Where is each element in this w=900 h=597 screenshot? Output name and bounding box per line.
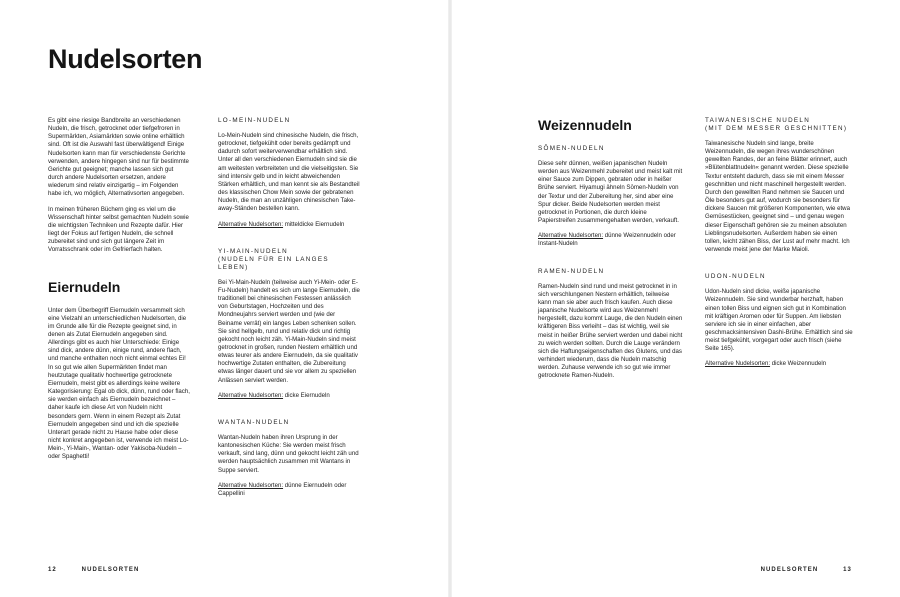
lo-mein-paragraph: Lo-Mein-Nudeln sind chinesische Nudeln, die frisch, getrocknet, tiefgekühlt oder bereits gedämpft und dadurch sofort weiterverwendbar erhältlich sind. Unter all den verschiedenen Eiernudeln sind sie die am weitesten verbreiteten und die vielseitigsten. Sie sind intensiv gelb und in leicht abweichenden Stärken erhältlich, und man kennt sie als Bestandteil des klassischen Chow Mein sowie der gebratenen Nudeln, die man an unzähligen chinesischen Take-away-Ständen bestellen kann. <box>218 132 360 213</box>
column-intro <box>48 117 190 468</box>
alternatives-label: Alternative Nudelsorten: <box>538 232 604 240</box>
subheading-lo-mein: LO-MEIN-NUDELN <box>218 117 291 124</box>
subheading-ramen: RAMEN-NUDELN <box>538 267 605 275</box>
alternatives-value: dicke Weizennudeln <box>770 360 827 368</box>
subheading-wantan: WANTAN-NUDELN <box>218 418 290 426</box>
taiwanese-paragraph: Taiwanesische Nudeln sind lange, breite Weizennudeln, die wegen ihres wunderschönen gewellten Randes, der an feine Blätter erinnert, auch »Blütenblattnudeln« genannt werden. Diese spezielle Textur entsteht dadurch, dass sie mit einem Messer geschnitten und nicht maschinell hergestellt werden. Durch den gewellten Rand nehmen sie Saucen und Öle besonders gut auf, wodurch sie besonders für dickere Saucen mit größeren Komponenten, wie etwa Gemüsestücken, geeignet sind – und genau wegen dieser Eigenschaft gehören sie zu meinen absoluten Lieblingsnudelsorten. Außerdem haben sie einen tollen, leicht zähen Biss, der Lust auf mehr macht. Ich verwende meist jene der Marke Maioli. <box>705 140 850 254</box>
alternatives-label: Alternative Nudelsorten: <box>218 391 284 399</box>
subheading-udon: UDON-NUDELN <box>705 273 766 281</box>
right-page <box>450 0 900 597</box>
udon-paragraph: Udon-Nudeln sind dicke, weiße japanische Weizennudeln. Sie sind wunderbar herzhaft, haben einen tollen Biss und eignen sich gut in Kombination mit kräftigen Aromen oder für Suppen. Am liebsten serviere ich sie in einer einfachen, aber geschmacksintensiven Dashi-Brühe. Erhältlich sind sie meist tiefgekühlt, vorgegart oder auch frisch (siehe Seite 165). <box>705 288 853 353</box>
column-weizennudeln <box>538 117 684 387</box>
intro-paragraph-1: Es gibt eine riesige Bandbreite an verschiedenen Nudeln, die frisch, getrocknet oder tiefgefroren in Supermärkten, Asiamärkten sowie online erhältlich sind. Oft ist die Auswahl fast überwältigend! Einige Nudelsorten kann man für verschiedenste Gerichte verwenden, andere hingegen sind nur für bestimmte Gerichte gut geeignet; manche lassen sich gut durch andere Nudelsorten ersetzen, andere wiederum sind relativ einzigartig – im Folgenden habe ich, wo möglich, Alternativsorten angegeben. <box>48 117 189 198</box>
alternatives-label: Alternative Nudelsorten: <box>218 220 284 228</box>
page-number-right: 13 <box>843 567 852 573</box>
alternatives-value: dünne Weizennudeln oder Instant-Nudeln <box>538 232 676 248</box>
alternatives-value: mitteldicke Eiernudeln <box>283 220 345 228</box>
section-heading-eiernudeln: Eiernudeln <box>48 278 121 295</box>
alternatives-value: dünne Eiernudeln oder Cappellini <box>218 481 347 497</box>
running-head-right: NUDELSORTEN <box>760 567 819 573</box>
alternatives-label: Alternative Nudelsorten: <box>218 481 284 489</box>
wantan-paragraph: Wantan-Nudeln haben ihren Ursprung in der kantonesischen Küche: Sie werden meist frisch verkauft, sind lang, dünn und gekocht leicht zäh und werden hauptsächlich zusammen mit Wantans in Suppe serviert. <box>218 433 359 474</box>
column-taiwan-udon <box>705 117 853 388</box>
subheading-somen: SŌMEN-NUDELN <box>538 145 605 152</box>
intro-paragraph-2: In meinen früheren Büchern ging es viel um die Wissenschaft hinter selbst gemachten Nudeln sowie die wichtigsten Techniken und Rezepte dafür. Hier liegt der Fokus auf fertigen Nudeln, die schnell zubereitet sind und sich gut längere Zeit im Vorratsschrank oder im Gefrierfach halten. <box>48 205 189 254</box>
page-number-left: 12 <box>48 567 57 573</box>
section-heading-weizennudeln: Weizennudeln <box>538 117 632 133</box>
running-head-left: NUDELSORTEN <box>81 567 140 573</box>
alternatives-value: dicke Eiernudeln <box>283 391 330 399</box>
yi-main-alternatives <box>218 392 360 400</box>
wantan-alternatives <box>218 482 360 498</box>
alternatives-label: Alternative Nudelsorten: <box>705 360 771 368</box>
yi-main-paragraph: Bei Yi-Main-Nudeln (teilweise auch Yi-Mein- oder E-Fu-Nudeln) handelt es sich um lange Eiernudeln, die traditionell bei chinesischen Festessen anlässlich von Geburtstagen, Hochzeiten und des Mondneujahrs serviert werden und (wie der Beiname verrät) ein langes Leben schenken sollen. Sie sind hellgelb, rund und relativ dick und richtig gekocht noch leicht zäh. Yi-Main-Nudeln sind meist getrocknet in großen, runden Nestern erhältlich und etwas teurer als andere Eiernudeln, da sie qualitativ hochwertige Zutaten enthalten, die Zubereitung etwas länger dauert und sie vor allem zu speziellen Anlässen serviert werden. <box>218 278 360 384</box>
subheading-taiwanese: TAIWANESISCHE NUDELN (MIT DEM MESSER GESCHNITTEN) <box>705 117 848 132</box>
somen-paragraph: Diese sehr dünnen, weißen japanischen Nudeln werden aus Weizenmehl zubereitet und meist kalt mit einer Sauce zum Dippen, gebraten oder in heißer Brühe serviert. Hiyamugi ähneln Sōmen-Nudeln von der Textur und der Zubereitung her, sind aber eine Spur dicker. Beide Nudelsorten werden meist getrocknet in Portionen, die durch kleine Papierstreifen zusammengehalten werden, verkauft. <box>538 160 683 225</box>
eiernudeln-paragraph: Unter dem Überbegriff Eiernudeln versammelt sich eine Vielzahl an unterschiedlichen Nudelsorten, die im Grunde alle für die Rezepte geeignet sind, in denen als Zutat Eiernudeln angegeben sind. Allerdings gibt es auch hier Unterschiede: Einige sind dick, andere dünn, einige rund, andere flach, und manche enthalten noch nicht einmal echtes Ei! In so gut wie allen Supermärkten findet man heutzutage qualitativ hochwertige getrocknete Eiernudeln, meist gibt es allerdings keine weitere Kategorisierung: Egal ob dick, dünn, rund oder flach, sie werden einfach als Eiernudeln bezeichnet – daher kaufe ich diese Art von Nudeln nicht besonders gern. Wenn in einem Rezept als Zutat Eiernudeln angegeben sind und ich die spezielle Unterart gerade nicht zu Hause habe oder diese nicht konkret angegeben ist, verwende ich meist Lo-Mein-, Yi-Main-, Wantan- oder Yakisoba-Nudeln – oder Spaghetti! <box>48 306 190 461</box>
column-eiernudeln-types <box>218 117 360 517</box>
page-title: Nudelsorten <box>48 44 203 74</box>
footer-right <box>761 567 852 573</box>
footer-left <box>48 567 139 573</box>
somen-alternatives <box>538 232 684 248</box>
udon-alternatives <box>705 360 853 368</box>
ramen-paragraph: Ramen-Nudeln sind rund und meist getrocknet in in sich verschlungenen Nestern erhältlich, teilweise kann man sie aber auch frisch kaufen. Auch diese japanische Nudelsorte wird aus Weizenmehl hergestellt, dazu kommt Lauge, die den Nudeln einen kräftigeren Biss verleiht – das ist wichtig, weil sie meist in heißer Brühe serviert werden und dabei nicht zu weich werden sollten. Durch die Lauge verändern sich die Haftungseigenschaften des Glutens, und das verhindert wiederum, dass die Nudeln matschig werden. Zuhause verwende ich so gut wie immer getrocknete Ramen-Nudeln. <box>538 282 683 380</box>
lo-mein-alternatives <box>218 221 360 229</box>
subheading-yi-main: YI-MAIN-NUDELN (NUDELN FÜR EIN LANGES LEBEN) <box>218 247 329 271</box>
